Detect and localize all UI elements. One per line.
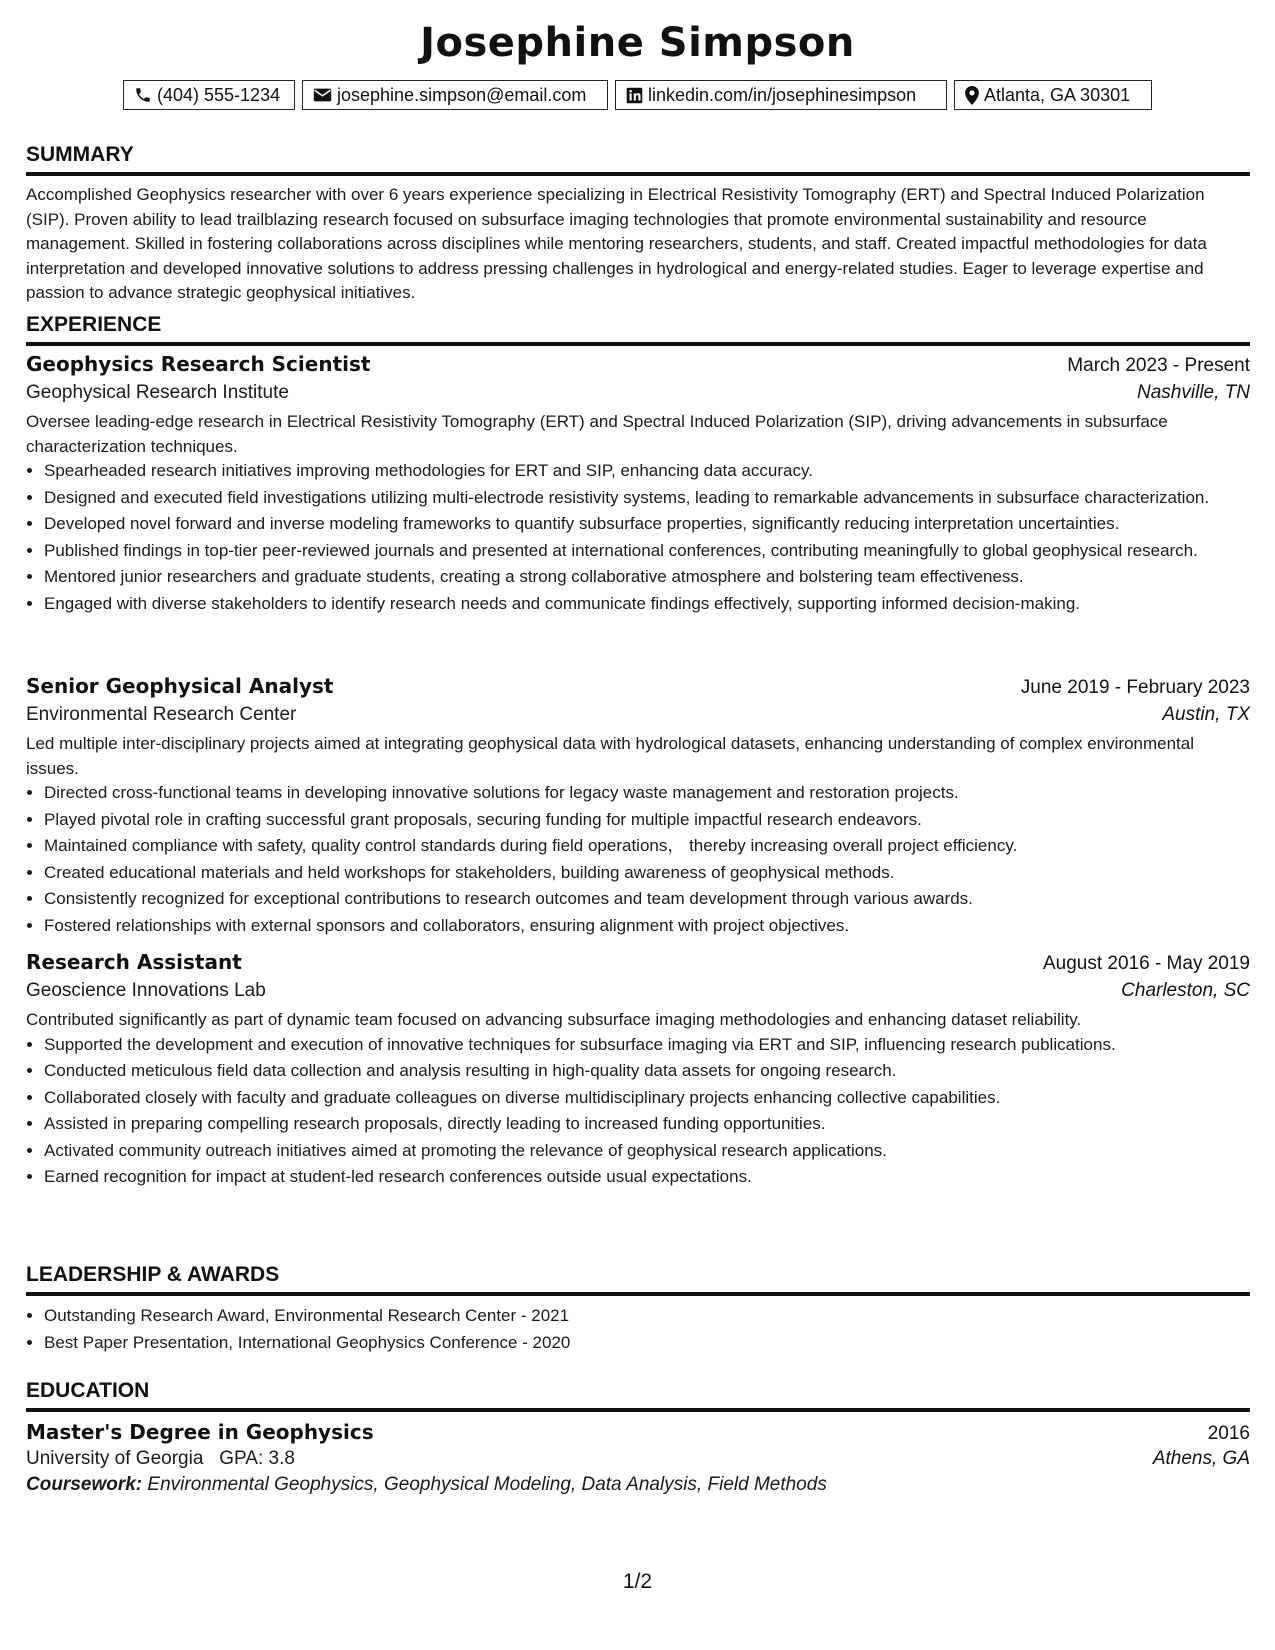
page-number: 1/2	[622, 1570, 653, 1593]
list-item: • Conducted meticulous field data collection and analysis resulting in high-quality data assets for ongoing research.	[44, 1059, 1250, 1084]
education-section	[26, 1378, 1250, 1496]
section-heading: SUMMARY	[26, 142, 1250, 176]
degree-title: Master's Degree in Geophysics	[26, 1420, 374, 1444]
job-entry	[26, 674, 1250, 940]
linkedin-text: linkedin.com/in/josephinesimpson	[648, 84, 917, 105]
location-text: Atlanta, GA 30301	[984, 84, 1131, 105]
graduation-year: 2016	[1207, 1423, 1250, 1444]
summary-text: Accomplished Geophysics researcher with over 6 years experience specializing in Electrical Resistivity Tomography (ERT) and Spectral Induced Polarization (SIP). Proven ability to lead trailblazing research focused on subsurface imaging technologies that promote environmental sustainability and resource management. Skilled in fostering collaborations across disciplines while mentoring researchers, students, and staff. Created impactful methodologies for data interpretation and developed innovative solutions to address pressing challenges in hydrological and energy-related studies. Eager to leverage expertise and passion to advance strategic geophysical initiatives.	[26, 185, 1207, 302]
list-item: • Directed cross-functional teams in developing innovative solutions for legacy waste management and restoration projects.	[44, 781, 1250, 806]
list-item: • Spearheaded research initiatives improving methodologies for ERT and SIP, enhancing data accuracy.	[44, 459, 1250, 484]
list-item: • Designed and executed field investigations utilizing multi-electrode resistivity systems, leading to remarkable advancements in subsurface characterization.	[44, 486, 1250, 511]
contact-location	[954, 80, 1152, 110]
job-organization: Geophysical Research Institute	[26, 382, 289, 403]
coursework-line	[26, 1474, 1250, 1496]
contact-phone[interactable]	[123, 80, 295, 110]
candidate-name: Josephine Simpson	[420, 20, 855, 66]
awards-list	[26, 1304, 1250, 1355]
section-heading: EXPERIENCE	[26, 312, 1250, 346]
school-location: Athens, GA	[1152, 1448, 1250, 1469]
job-entry	[26, 352, 1250, 618]
contact-linkedin[interactable]	[615, 80, 947, 110]
phone-text: (404) 555-1234	[157, 84, 281, 105]
job-bullets	[26, 459, 1250, 616]
list-item: • Collaborated closely with faculty and graduate colleagues on diverse multidisciplinary projects enhancing collective capabilities.	[44, 1086, 1250, 1111]
list-item: • Fostered relationships with external sponsors and collaborators, ensuring alignment with project objectives.	[44, 914, 1250, 939]
job-organization: Environmental Research Center	[26, 704, 297, 725]
list-item: • Activated community outreach initiatives aimed at promoting the relevance of geophysical research applications.	[44, 1139, 1250, 1164]
map-pin-icon	[965, 86, 979, 105]
contact-email[interactable]	[302, 80, 608, 110]
section-heading: EDUCATION	[26, 1378, 1250, 1412]
job-location: Austin, TX	[1162, 704, 1250, 725]
list-item: • Earned recognition for impact at student-led research conferences outside usual expectations.	[44, 1165, 1250, 1190]
list-item: • Maintained compliance with safety, quality control standards during field operations， thereby increasing overall project efficiency.	[44, 834, 1250, 859]
phone-icon	[134, 86, 152, 104]
section-heading: LEADERSHIP & AWARDS	[26, 1262, 1250, 1296]
job-title: Geophysics Research Scientist	[26, 352, 371, 376]
job-bullets	[26, 1033, 1250, 1190]
job-dates: March 2023 - Present	[1067, 355, 1250, 376]
list-item: • Assisted in preparing compelling research proposals, directly leading to increased funding opportunities.	[44, 1112, 1250, 1137]
job-dates: June 2019 - February 2023	[1020, 677, 1250, 698]
list-item: • Created educational materials and held workshops for stakeholders, building awareness of geophysical methods.	[44, 861, 1250, 886]
job-organization: Geoscience Innovations Lab	[26, 980, 266, 1001]
job-title: Research Assistant	[26, 950, 242, 974]
list-item: • Played pivotal role in crafting successful grant proposals, securing funding for multiple impactful research endeavors.	[44, 808, 1250, 833]
job-dates: August 2016 - May 2019	[1042, 953, 1250, 974]
job-bullets	[26, 781, 1250, 938]
list-item: • Consistently recognized for exceptional contributions to research outcomes and team development through various awards.	[44, 887, 1250, 912]
list-item: • Best Paper Presentation, International Geophysics Conference - 2020	[44, 1331, 1250, 1356]
gpa: GPA: 3.8	[219, 1448, 295, 1469]
job-description: Oversee leading-edge research in Electrical Resistivity Tomography (ERT) and Spectral Induced Polarization (SIP), driving advancements in subsurface characterization techniques.	[26, 412, 1168, 456]
list-item: • Developed novel forward and inverse modeling frameworks to quantify subsurface properties, significantly reducing interpretation uncertainties.	[44, 512, 1250, 537]
experience-section	[26, 312, 1250, 1186]
summary-section	[26, 142, 1250, 306]
list-item: • Engaged with diverse stakeholders to identify research needs and communicate findings effectively, supporting informed decision-making.	[44, 592, 1250, 617]
job-entry	[26, 950, 1250, 1192]
envelope-icon	[313, 87, 332, 103]
job-description: Contributed significantly as part of dynamic team focused on advancing subsurface imaging methodologies and enhancing dataset reliability.	[26, 1010, 1082, 1029]
leadership-section	[26, 1262, 1250, 1357]
list-item: • Supported the development and execution of innovative techniques for subsurface imaging via ERT and SIP, influencing research publications.	[44, 1033, 1250, 1058]
job-location: Charleston, SC	[1121, 980, 1250, 1001]
job-description: Led multiple inter-disciplinary projects aimed at integrating geophysical data with hydrological datasets, enhancing understanding of complex environmental issues.	[26, 734, 1195, 778]
linkedin-icon	[626, 87, 643, 104]
list-item: • Outstanding Research Award, Environmental Research Center - 2021	[44, 1304, 1250, 1329]
job-location: Nashville, TN	[1137, 382, 1250, 403]
email-text: josephine.simpson@email.com	[337, 84, 587, 105]
coursework-list: Environmental Geophysics, Geophysical Modeling, Data Analysis, Field Methods	[147, 1474, 827, 1495]
list-item: • Published findings in top-tier peer-reviewed journals and presented at international conferences, contributing meaningfully to global geophysical research.	[44, 539, 1250, 564]
coursework-label: Coursework:	[26, 1474, 143, 1495]
job-title: Senior Geophysical Analyst	[26, 674, 334, 698]
list-item: • Mentored junior researchers and graduate students, creating a strong collaborative atmosphere and bolstering team effectiveness.	[44, 565, 1250, 590]
contact-bar	[0, 80, 1275, 110]
school-line	[26, 1448, 295, 1470]
school-name: University of Georgia	[26, 1448, 204, 1469]
